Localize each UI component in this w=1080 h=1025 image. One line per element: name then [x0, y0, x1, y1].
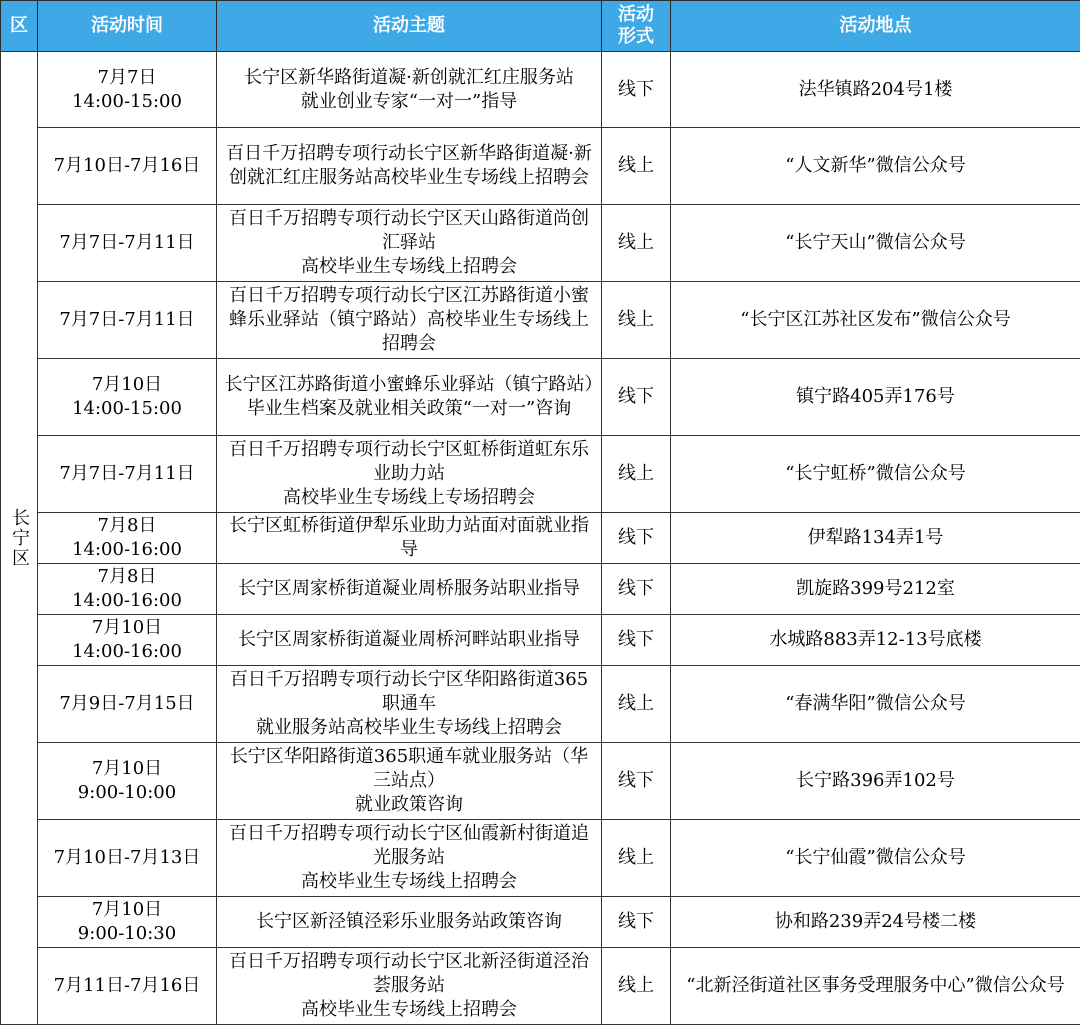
time-cell: 7月7日 14:00-15:00	[38, 52, 217, 128]
location-cell: “长宁虹桥”微信公众号	[671, 436, 1080, 513]
theme-cell: 长宁区虹桥街道伊犁乐业助力站面对面就业指导	[217, 513, 602, 564]
table-row	[1, 743, 1080, 820]
theme-cell: 百日千万招聘专项行动长宁区北新泾街道泾治荟服务站 高校毕业生专场线上招聘会	[217, 948, 602, 1025]
theme-cell: 百日千万招聘专项行动长宁区江苏路街道小蜜蜂乐业驿站（镇宁路站）高校毕业生专场线上招聘会	[217, 282, 602, 359]
location-cell: 伊犁路134弄1号	[671, 513, 1080, 564]
location-cell: “人文新华”微信公众号	[671, 128, 1080, 205]
header-district: 区	[1, 1, 38, 52]
time-cell: 7月11日-7月16日	[38, 948, 217, 1025]
time-cell: 7月10日 14:00-15:00	[38, 359, 217, 436]
form-cell: 线下	[602, 513, 671, 564]
time-cell: 7月10日-7月13日	[38, 820, 217, 897]
header-theme: 活动主题	[217, 1, 602, 52]
form-cell: 线下	[602, 897, 671, 948]
form-cell: 线下	[602, 564, 671, 615]
table-row	[1, 820, 1080, 897]
time-cell: 7月10日 14:00-16:00	[38, 615, 217, 666]
form-cell: 线上	[602, 948, 671, 1025]
form-cell: 线下	[602, 743, 671, 820]
table-row	[1, 128, 1080, 205]
theme-cell: 百日千万招聘专项行动长宁区虹桥街道虹东乐业助力站 高校毕业生专场线上专场招聘会	[217, 436, 602, 513]
theme-cell: 百日千万招聘专项行动长宁区华阳路街道365职通车 就业服务站高校毕业生专场线上招聘会	[217, 666, 602, 743]
table-row	[1, 52, 1080, 128]
location-cell: “长宁仙霞”微信公众号	[671, 820, 1080, 897]
form-cell: 线上	[602, 820, 671, 897]
theme-cell: 百日千万招聘专项行动长宁区新华路街道凝·新创就汇红庄服务站高校毕业生专场线上招聘会	[217, 128, 602, 205]
table-row	[1, 205, 1080, 282]
theme-cell: 百日千万招聘专项行动长宁区仙霞新村街道追光服务站 高校毕业生专场线上招聘会	[217, 820, 602, 897]
table-row	[1, 564, 1080, 615]
location-cell: “北新泾街道社区事务受理服务中心”微信公众号	[671, 948, 1080, 1025]
location-cell: 长宁路396弄102号	[671, 743, 1080, 820]
table-row	[1, 282, 1080, 359]
location-cell: “春满华阳”微信公众号	[671, 666, 1080, 743]
form-cell: 线下	[602, 615, 671, 666]
district-cell: 长宁区	[1, 52, 38, 1025]
header-row	[1, 1, 1080, 52]
header-location: 活动地点	[671, 1, 1080, 52]
time-cell: 7月7日-7月11日	[38, 282, 217, 359]
header-form: 活动 形式	[602, 1, 671, 52]
time-cell: 7月10日-7月16日	[38, 128, 217, 205]
table-row	[1, 436, 1080, 513]
form-cell: 线上	[602, 128, 671, 205]
form-cell: 线下	[602, 359, 671, 436]
theme-cell: 长宁区周家桥街道凝业周桥河畔站职业指导	[217, 615, 602, 666]
location-cell: “长宁区江苏社区发布”微信公众号	[671, 282, 1080, 359]
table-row	[1, 666, 1080, 743]
theme-cell: 长宁区新华路街道凝·新创就汇红庄服务站 就业创业专家“一对一”指导	[217, 52, 602, 128]
form-cell: 线上	[602, 282, 671, 359]
time-cell: 7月10日 9:00-10:30	[38, 897, 217, 948]
form-cell: 线上	[602, 205, 671, 282]
theme-cell: 长宁区新泾镇泾彩乐业服务站政策咨询	[217, 897, 602, 948]
time-cell: 7月10日 9:00-10:00	[38, 743, 217, 820]
table-row	[1, 513, 1080, 564]
location-cell: 法华镇路204号1楼	[671, 52, 1080, 128]
table-row	[1, 359, 1080, 436]
header-time: 活动时间	[38, 1, 217, 52]
time-cell: 7月8日 14:00-16:00	[38, 513, 217, 564]
location-cell: 协和路239弄24号楼二楼	[671, 897, 1080, 948]
time-cell: 7月8日 14:00-16:00	[38, 564, 217, 615]
theme-cell: 百日千万招聘专项行动长宁区天山路街道尚创汇驿站 高校毕业生专场线上招聘会	[217, 205, 602, 282]
form-cell: 线上	[602, 666, 671, 743]
location-cell: 镇宁路405弄176号	[671, 359, 1080, 436]
location-cell: 水城路883弄12-13号底楼	[671, 615, 1080, 666]
form-cell: 线下	[602, 52, 671, 128]
time-cell: 7月7日-7月11日	[38, 436, 217, 513]
theme-cell: 长宁区华阳路街道365职通车就业服务站（华三站点） 就业政策咨询	[217, 743, 602, 820]
form-cell: 线上	[602, 436, 671, 513]
location-cell: 凯旋路399号212室	[671, 564, 1080, 615]
table-row	[1, 948, 1080, 1025]
table-row	[1, 897, 1080, 948]
theme-cell: 长宁区周家桥街道凝业周桥服务站职业指导	[217, 564, 602, 615]
time-cell: 7月9日-7月15日	[38, 666, 217, 743]
time-cell: 7月7日-7月11日	[38, 205, 217, 282]
theme-cell: 长宁区江苏路街道小蜜蜂乐业驿站（镇宁路站）毕业生档案及就业相关政策“一对一”咨询	[217, 359, 602, 436]
location-cell: “长宁天山”微信公众号	[671, 205, 1080, 282]
table-row	[1, 615, 1080, 666]
